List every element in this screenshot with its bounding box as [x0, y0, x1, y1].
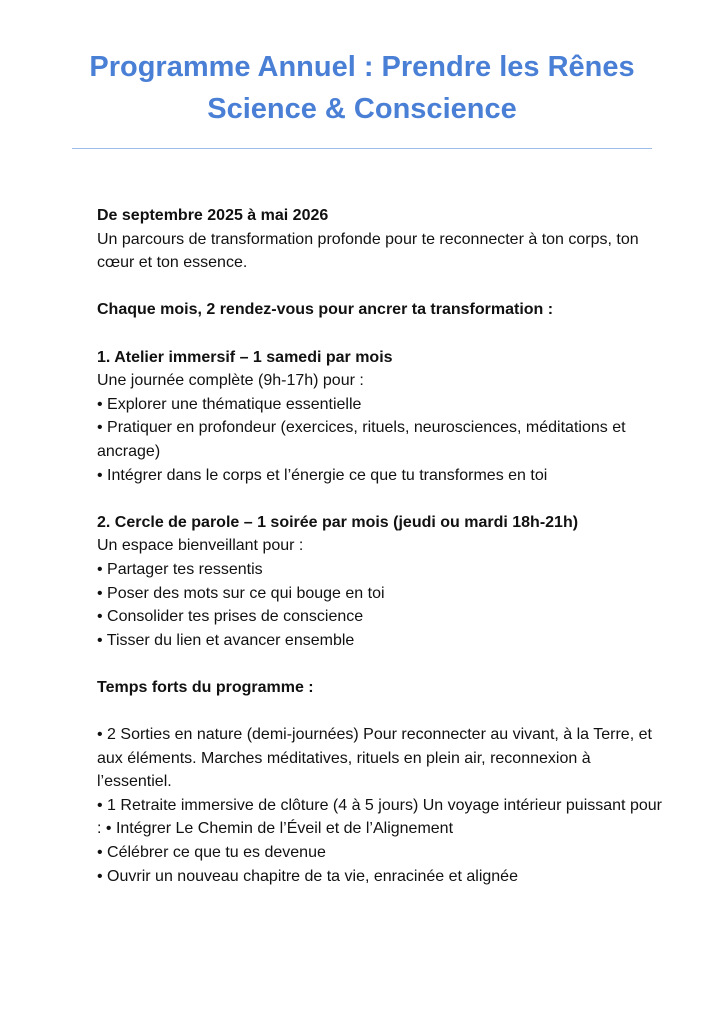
title-line-2: Science & Conscience: [207, 93, 517, 125]
spacer: [97, 699, 667, 723]
list-item: • Poser des mots sur ce qui bouge en toi: [97, 584, 385, 602]
monthly-heading: Chaque mois, 2 rendez-vous pour ancrer ta transformation :: [97, 301, 554, 319]
title-line-1: Programme Annuel : Prendre les Rênes: [89, 51, 635, 83]
list-item: • Pratiquer en profondeur (exercices, rituels, neurosciences, méditations et ancrage): [97, 419, 626, 460]
list-item: • 2 Sorties en nature (demi-journées) Pour reconnecter au vivant, à la Terre, et aux éléments. Marches méditatives, rituels en plein air, reconnexion à l’essentiel.: [97, 726, 652, 791]
cercle-heading: 2. Cercle de parole – 1 soirée par mois (jeudi ou mardi 18h-21h): [97, 513, 579, 531]
list-item: • Ouvrir un nouveau chapitre de ta vie, enracinée et alignée: [97, 867, 518, 885]
list-item: • Consolider tes prises de conscience: [97, 608, 364, 626]
spacer: [97, 487, 667, 511]
spacer: [97, 652, 667, 676]
title-divider: [72, 148, 652, 149]
list-item: • Célébrer ce que tu es devenue: [97, 844, 326, 862]
spacer: [97, 322, 667, 346]
list-item: • Intégrer dans le corps et l’énergie ce que tu transformes en toi: [97, 466, 548, 484]
list-item: • 1 Retraite immersive de clôture (4 à 5 jours) Un voyage intérieur puissant pour : • Intégrer Le Chemin de l’Éveil et de l’Alignement: [97, 796, 662, 838]
page-title: [40, 46, 684, 130]
cercle-intro: Un espace bienveillant pour :: [97, 537, 304, 555]
list-item: • Tisser du lien et avancer ensemble: [97, 631, 355, 649]
temps-forts-heading: Temps forts du programme :: [97, 678, 314, 696]
intro-description: Un parcours de transformation profonde pour te reconnecter à ton corps, ton cœur et ton essence.: [97, 230, 639, 272]
document-body: [97, 204, 667, 888]
spacer: [97, 275, 667, 299]
dates-heading: De septembre 2025 à mai 2026: [97, 207, 329, 224]
list-item: • Explorer une thématique essentielle: [97, 395, 362, 413]
list-item: • Partager tes ressentis: [97, 560, 263, 578]
atelier-heading: 1. Atelier immersif – 1 samedi par mois: [97, 348, 393, 366]
atelier-intro: Une journée complète (9h-17h) pour :: [97, 372, 364, 390]
